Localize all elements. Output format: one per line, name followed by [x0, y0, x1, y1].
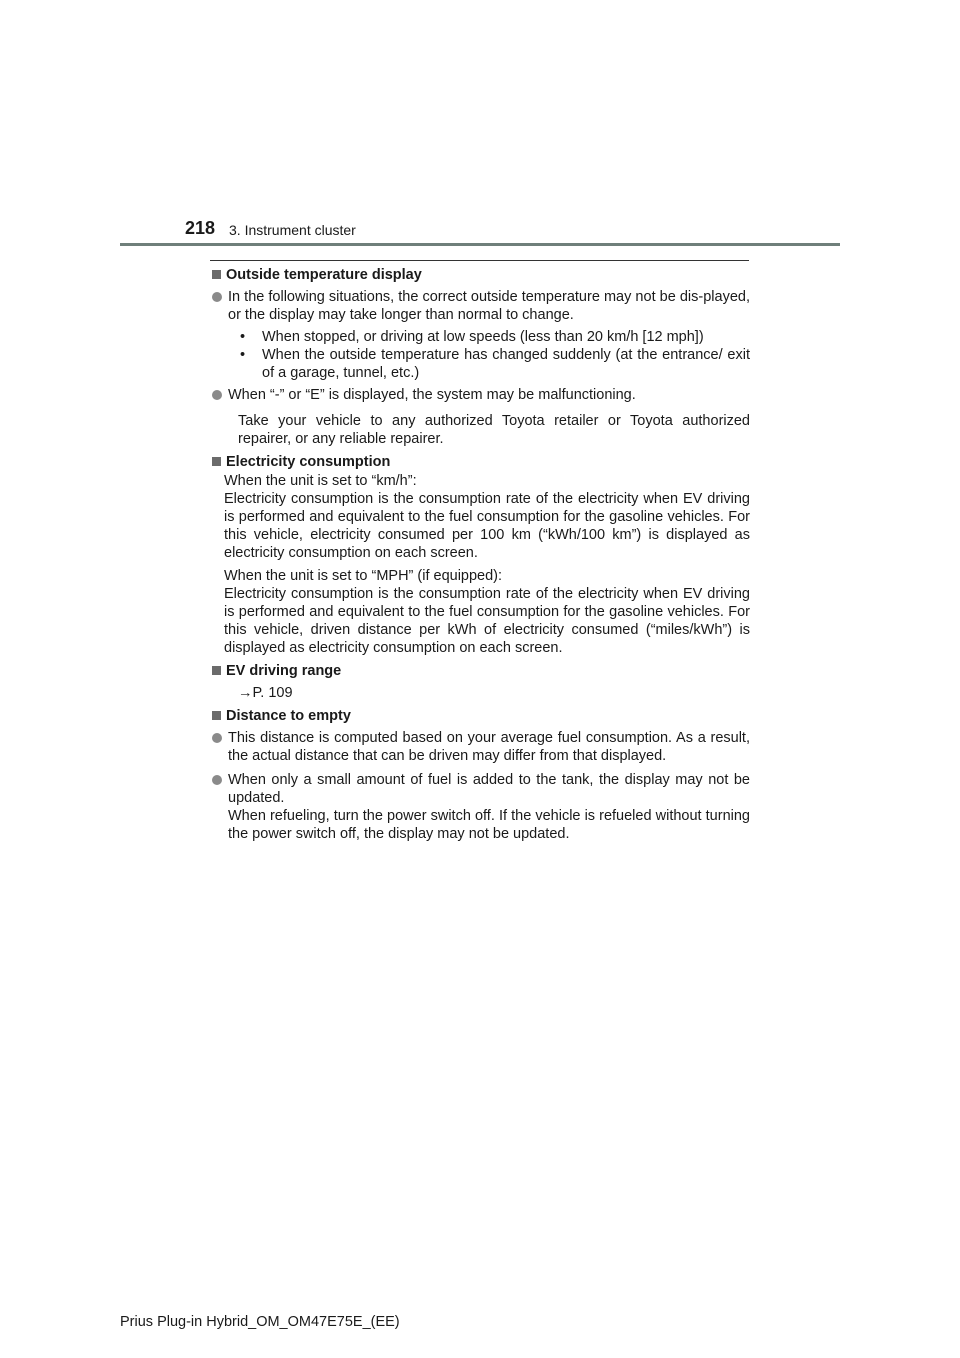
page-reference: →P. 109	[238, 685, 293, 701]
section-heading-electricity	[210, 453, 750, 471]
bullet-text: This distance is computed based on your average fuel consumption. As a result, the actual distance that can be driven may differ from that displayed.	[228, 730, 750, 764]
section-heading-text: EV driving range	[226, 663, 342, 679]
sub-list-item	[238, 346, 750, 382]
paragraph-intro: When the unit is set to “MPH” (if equipped):	[224, 568, 503, 584]
square-bullet-icon	[212, 666, 221, 675]
chapter-title: 3. Instrument cluster	[229, 222, 356, 238]
sub-item-text: When the outside temperature has changed suddenly (at the entrance/ exit of a garage, tunnel, etc.)	[262, 347, 750, 381]
sub-item-text: When stopped, or driving at low speeds (less than 20 km/h [12 mph])	[262, 329, 704, 345]
dot-bullet: •	[240, 329, 246, 345]
bullet-text-part: When only a small amount of fuel is added to the tank, the display may not be updated.	[228, 772, 750, 806]
bullet-text-part: When refueling, turn the power switch off. If the vehicle is refueled without turning the power switch off, the display may not be updated.	[228, 808, 750, 842]
content-rule	[210, 260, 749, 261]
list-item	[210, 729, 750, 765]
section-heading-distance	[210, 707, 750, 725]
note-text: Take your vehicle to any authorized Toyota retailer or Toyota authorized repairer, or any reliable repairer.	[238, 413, 750, 447]
page-number: 218	[185, 218, 216, 238]
square-bullet-icon	[212, 711, 221, 720]
footer-text: Prius Plug-in Hybrid_OM_OM47E75E_(EE)	[120, 1314, 400, 1330]
paragraph-body: Electricity consumption is the consumption rate of the electricity when EV driving is performed and equivalent to the fuel consumption for the gasoline vehicles. For this vehicle, driven distance per kWh of electricity consumed (“miles/kWh”) is displayed as electricity consumption on each screen.	[224, 586, 750, 656]
header-rule	[120, 243, 840, 246]
section-heading-ev-range	[210, 662, 750, 680]
sub-list-item	[238, 328, 750, 346]
circle-bullet-icon	[212, 733, 222, 743]
paragraph	[224, 472, 750, 562]
section-heading-text: Outside temperature display	[226, 267, 422, 283]
paragraph-body: Electricity consumption is the consumption rate of the electricity when EV driving is performed and equivalent to the fuel consumption for the gasoline vehicles. For this vehicle, electricity consumed per 100 km (“kWh/100 km”) is displayed as electricity consumption on each screen.	[224, 491, 750, 561]
circle-bullet-icon	[212, 292, 222, 302]
list-item	[210, 386, 750, 404]
page-content	[210, 266, 750, 843]
bullet-text: In the following situations, the correct outside temperature may not be dis-played, or the display may take longer than normal to change.	[228, 289, 750, 323]
section-heading-text: Distance to empty	[226, 708, 351, 724]
paragraph	[224, 567, 750, 657]
circle-bullet-icon	[212, 390, 222, 400]
dot-bullet: •	[240, 347, 246, 363]
square-bullet-icon	[212, 270, 221, 279]
section-heading-text: Electricity consumption	[226, 454, 391, 470]
circle-bullet-icon	[212, 775, 222, 785]
paragraph-intro: When the unit is set to “km/h”:	[224, 473, 417, 489]
section-heading-outside-temp	[210, 266, 750, 284]
bullet-text: When “-” or “E” is displayed, the system may be malfunctioning.	[228, 387, 636, 403]
bullet-text	[228, 771, 750, 843]
list-item	[210, 288, 750, 324]
square-bullet-icon	[212, 457, 221, 466]
list-item	[210, 771, 750, 843]
